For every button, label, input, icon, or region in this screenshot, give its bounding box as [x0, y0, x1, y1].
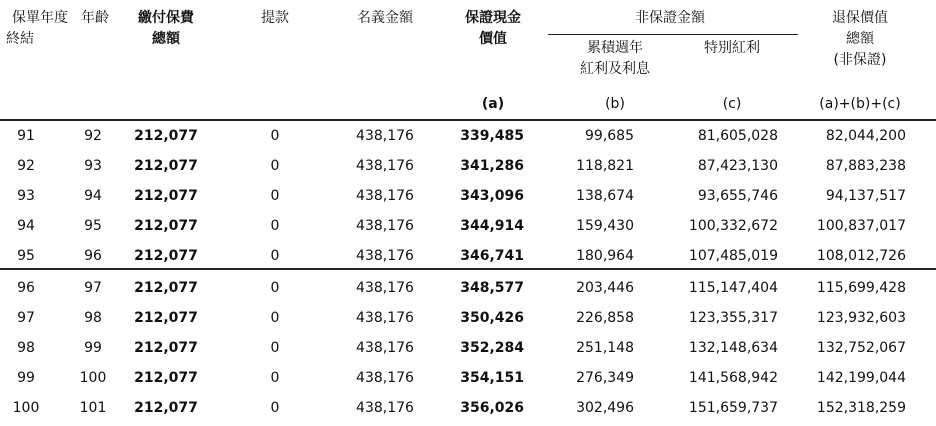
cell-notional: 438,176 [356, 370, 414, 386]
header-policy-year [4, 8, 76, 50]
cell-withdrawal: 0 [270, 218, 280, 234]
cell-total: 100,837,017 [816, 218, 906, 234]
cell-withdrawal: 0 [270, 188, 280, 204]
cell-accumulated: 302,496 [576, 400, 634, 416]
cell-special: 115,147,404 [688, 280, 778, 296]
cell-accumulated: 159,430 [576, 218, 634, 234]
cell-guaranteed: 352,284 [460, 340, 524, 356]
cell-special: 100,332,672 [688, 218, 778, 234]
header-total-premium-line1: 繳付保費 [138, 10, 194, 26]
cell-premium: 212,077 [134, 280, 198, 296]
cell-accumulated: 251,148 [576, 340, 634, 356]
cell-age: 92 [84, 128, 102, 144]
cell-guaranteed: 346,741 [460, 248, 524, 264]
cell-premium: 212,077 [134, 188, 198, 204]
header-accumulated-line1: 累積週年 [587, 40, 643, 56]
cell-age: 93 [84, 158, 102, 174]
cell-special: 141,568,942 [688, 370, 778, 386]
cell-premium: 212,077 [134, 340, 198, 356]
header-bottom-rule [0, 119, 936, 121]
cell-accumulated: 276,349 [576, 370, 634, 386]
header-surrender-line3: (非保證) [833, 52, 887, 68]
cell-notional: 438,176 [356, 188, 414, 204]
cell-total: 123,932,603 [816, 310, 906, 326]
cell-notional: 438,176 [356, 400, 414, 416]
header-age: 年齡 [81, 10, 109, 26]
cell-premium: 212,077 [134, 248, 198, 264]
cell-total: 82,044,200 [825, 128, 906, 144]
cell-guaranteed: 350,426 [460, 310, 524, 326]
cell-premium: 212,077 [134, 310, 198, 326]
cell-accumulated: 99,685 [585, 128, 634, 144]
cell-total: 115,699,428 [816, 280, 906, 296]
header-total-premium [126, 8, 206, 50]
cell-accumulated: 203,446 [576, 280, 634, 296]
header-accumulated-line2: 紅利及利息 [580, 61, 650, 77]
cell-special: 87,423,130 [697, 158, 778, 174]
cell-accumulated: 138,674 [576, 188, 634, 204]
cell-guaranteed: 341,286 [460, 158, 524, 174]
cell-accumulated: 226,858 [576, 310, 634, 326]
cell-year: 97 [17, 310, 35, 326]
cell-guaranteed: 356,026 [460, 400, 524, 416]
cell-special: 151,659,737 [688, 400, 778, 416]
header-policy-year-line2: 終結 [6, 31, 34, 47]
cell-withdrawal: 0 [270, 248, 280, 264]
header-guaranteed-cash-line2: 價值 [479, 31, 507, 47]
header-withdrawal: 提款 [261, 10, 289, 26]
cell-total: 94,137,517 [825, 188, 906, 204]
header-guaranteed-cash-value [448, 8, 538, 50]
cell-age: 97 [84, 280, 102, 296]
cell-premium: 212,077 [134, 128, 198, 144]
cell-guaranteed: 344,914 [460, 218, 524, 234]
cell-notional: 438,176 [356, 218, 414, 234]
cell-withdrawal: 0 [270, 128, 280, 144]
cell-year: 94 [17, 218, 35, 234]
cell-year: 93 [17, 188, 35, 204]
cell-age: 94 [84, 188, 102, 204]
header-total-premium-line2: 總額 [152, 31, 180, 47]
cell-guaranteed: 354,151 [460, 370, 524, 386]
cell-age: 100 [79, 370, 107, 386]
cell-special: 81,605,028 [697, 128, 778, 144]
cell-withdrawal: 0 [270, 370, 280, 386]
header-label-sum: (a)+(b)+(c) [819, 96, 901, 112]
header-guaranteed-cash-line1: 保證現金 [465, 10, 521, 26]
cell-accumulated: 180,964 [576, 248, 634, 264]
header-label-b: (b) [605, 96, 625, 112]
cell-premium: 212,077 [134, 218, 198, 234]
cell-premium: 212,077 [134, 158, 198, 174]
cell-notional: 438,176 [356, 280, 414, 296]
cell-withdrawal: 0 [270, 158, 280, 174]
cell-guaranteed: 348,577 [460, 280, 524, 296]
cell-special: 107,485,019 [688, 248, 778, 264]
cell-total: 152,318,259 [816, 400, 906, 416]
cell-year: 99 [17, 370, 35, 386]
header-non-guaranteed-rule [548, 34, 798, 35]
header-policy-year-line1: 保單年度 [12, 10, 68, 26]
header-notional-amount: 名義金額 [357, 10, 413, 26]
cell-year: 91 [17, 128, 35, 144]
cell-notional: 438,176 [356, 248, 414, 264]
cell-special: 93,655,746 [697, 188, 778, 204]
header-special-bonus: 特別紅利 [704, 40, 760, 56]
cell-premium: 212,077 [134, 400, 198, 416]
cell-guaranteed: 343,096 [460, 188, 524, 204]
cell-age: 101 [79, 400, 107, 416]
cell-withdrawal: 0 [270, 340, 280, 356]
header-non-guaranteed: 非保證金額 [635, 10, 705, 26]
header-label-a: (a) [481, 96, 505, 112]
cell-age: 96 [84, 248, 102, 264]
cell-year: 95 [17, 248, 35, 264]
cell-total: 87,883,238 [825, 158, 906, 174]
cell-year: 98 [17, 340, 35, 356]
cell-age: 99 [84, 340, 102, 356]
cell-notional: 438,176 [356, 158, 414, 174]
header-label-c: (c) [722, 96, 742, 112]
cell-withdrawal: 0 [270, 310, 280, 326]
cell-withdrawal: 0 [270, 280, 280, 296]
cell-special: 132,148,634 [688, 340, 778, 356]
cell-notional: 438,176 [356, 310, 414, 326]
cell-guaranteed: 339,485 [460, 128, 524, 144]
header-surrender-value [800, 8, 920, 71]
cell-age: 95 [84, 218, 102, 234]
cell-special: 123,355,317 [688, 310, 778, 326]
header-accumulated [560, 38, 670, 80]
header-surrender-line2: 總額 [846, 31, 874, 47]
cell-accumulated: 118,821 [576, 158, 634, 174]
cell-notional: 438,176 [356, 128, 414, 144]
cell-total: 142,199,044 [816, 370, 906, 386]
cell-year: 92 [17, 158, 35, 174]
group-separator-rule [0, 268, 936, 270]
cell-year: 96 [17, 280, 35, 296]
cell-age: 98 [84, 310, 102, 326]
cell-total: 108,012,726 [816, 248, 906, 264]
header-surrender-line1: 退保價值 [832, 10, 888, 26]
cell-total: 132,752,067 [816, 340, 906, 356]
cell-notional: 438,176 [356, 340, 414, 356]
cell-premium: 212,077 [134, 370, 198, 386]
cell-withdrawal: 0 [270, 400, 280, 416]
cell-year: 100 [12, 400, 40, 416]
